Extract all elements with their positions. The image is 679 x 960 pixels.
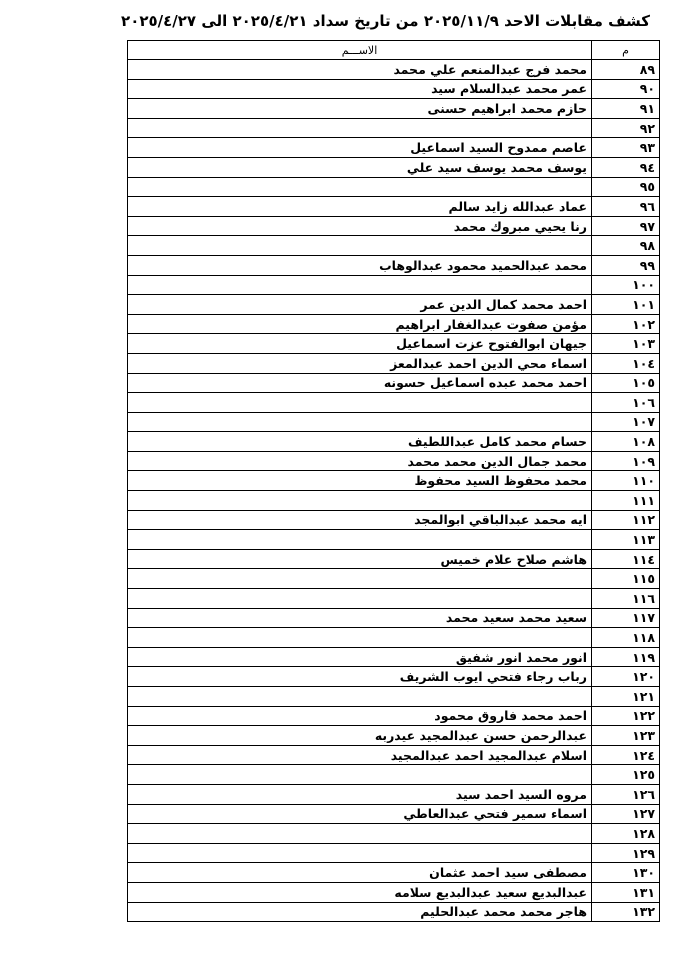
row-name-cell: اسلام عبدالمجيد احمد عبدالمجيد [128, 745, 592, 765]
table-row [128, 510, 660, 530]
row-number-cell: ١٠٢ [592, 314, 660, 334]
row-name-cell [128, 491, 592, 511]
row-name-cell: مصطفى سيد احمد عثمان [128, 863, 592, 883]
row-name-cell [128, 569, 592, 589]
row-name-cell [128, 177, 592, 197]
table-row [128, 549, 660, 569]
row-number-cell: ٩٠ [592, 79, 660, 99]
row-number-cell: ١٠٠ [592, 275, 660, 295]
row-number-cell: ١٣١ [592, 882, 660, 902]
row-number-cell: ١٠١ [592, 295, 660, 315]
row-number-cell: ١٢٠ [592, 667, 660, 687]
table-row [128, 784, 660, 804]
row-number-cell: ١٠٧ [592, 412, 660, 432]
row-name-cell: محمد فرج عبدالمنعم علي محمد [128, 60, 592, 80]
row-name-cell: هاشم صلاح علام خميس [128, 549, 592, 569]
table-row [128, 334, 660, 354]
row-number-cell: ١١٦ [592, 589, 660, 609]
table-row [128, 295, 660, 315]
row-number-cell: ١٠٥ [592, 373, 660, 393]
row-name-cell: مؤمن صفوت عبدالغفار ابراهيم [128, 314, 592, 334]
row-number-cell: ٩٩ [592, 255, 660, 275]
row-number-cell: ١٢٣ [592, 726, 660, 746]
table-header-row [128, 41, 660, 60]
page-title: كشف مقابلات الاحد ٢٠٢٥/١١/٩ من تاريخ سداد ٢٠٢٥/٤/٢١ الى ٢٠٢٥/٤/٢٧ [121, 12, 650, 30]
row-name-cell: عاصم ممدوح السيد اسماعيل [128, 138, 592, 158]
table-row [128, 432, 660, 452]
row-name-cell: يوسف محمد يوسف سيد علي [128, 157, 592, 177]
row-number-cell: ٩١ [592, 99, 660, 119]
row-name-cell [128, 412, 592, 432]
row-name-cell: هاجر محمد محمد عبدالحليم [128, 902, 592, 922]
table-row [128, 353, 660, 373]
row-name-cell [128, 393, 592, 413]
row-number-cell: ١٠٤ [592, 353, 660, 373]
table-row [128, 275, 660, 295]
row-name-cell [128, 824, 592, 844]
table-row [128, 647, 660, 667]
row-name-cell [128, 530, 592, 550]
row-number-cell: ٩٧ [592, 216, 660, 236]
table-row [128, 667, 660, 687]
row-name-cell [128, 687, 592, 707]
column-header-name: الاســـم [128, 41, 592, 60]
row-number-cell: ١١٧ [592, 608, 660, 628]
table-row [128, 255, 660, 275]
row-name-cell: حازم محمد ابراهيم حسنى [128, 99, 592, 119]
table-row [128, 157, 660, 177]
row-name-cell: مروه السيد احمد سيد [128, 784, 592, 804]
row-name-cell: سعيد محمد سعيد محمد [128, 608, 592, 628]
table-row [128, 118, 660, 138]
table-row [128, 863, 660, 883]
table-row [128, 412, 660, 432]
row-number-cell: ١٠٣ [592, 334, 660, 354]
row-name-cell [128, 843, 592, 863]
row-number-cell: ٩٦ [592, 197, 660, 217]
row-number-cell: ٩٥ [592, 177, 660, 197]
row-number-cell: ١٣٠ [592, 863, 660, 883]
row-name-cell: احمد محمد عبده اسماعيل حسونه [128, 373, 592, 393]
table-row [128, 373, 660, 393]
row-number-cell: ٩٨ [592, 236, 660, 256]
row-name-cell: اسماء محي الدين احمد عبدالمعز [128, 353, 592, 373]
row-number-cell: ١٢٦ [592, 784, 660, 804]
row-name-cell: محمد محفوظ السيد محفوظ [128, 471, 592, 491]
table-row [128, 236, 660, 256]
row-number-cell: ١١١ [592, 491, 660, 511]
table-row [128, 197, 660, 217]
row-name-cell: عبدالرحمن حسن عبدالمجيد عيدربه [128, 726, 592, 746]
table-row [128, 393, 660, 413]
table-row [128, 79, 660, 99]
table-row [128, 314, 660, 334]
row-number-cell: ١٢٤ [592, 745, 660, 765]
row-number-cell: ١١٨ [592, 628, 660, 648]
row-name-cell: عبدالبديع سعيد عبدالبديع سلامه [128, 882, 592, 902]
table-row [128, 60, 660, 80]
row-name-cell: محمد عبدالحميد محمود عبدالوهاب [128, 255, 592, 275]
row-number-cell: ١١٥ [592, 569, 660, 589]
table-row [128, 804, 660, 824]
table-row [128, 745, 660, 765]
row-number-cell: ١١٠ [592, 471, 660, 491]
row-name-cell: انور محمد انور شفيق [128, 647, 592, 667]
row-name-cell [128, 589, 592, 609]
table-row [128, 138, 660, 158]
row-name-cell [128, 118, 592, 138]
table-body [128, 60, 660, 922]
table-row [128, 589, 660, 609]
row-number-cell: ١١٩ [592, 647, 660, 667]
row-name-cell: عمر محمد عبدالسلام سيد [128, 79, 592, 99]
row-name-cell [128, 628, 592, 648]
table-row [128, 824, 660, 844]
row-name-cell [128, 765, 592, 785]
column-header-number: م [592, 41, 660, 60]
row-number-cell: ١٠٦ [592, 393, 660, 413]
table-row [128, 451, 660, 471]
row-number-cell: ١١٤ [592, 549, 660, 569]
row-name-cell: محمد جمال الدين محمد محمد [128, 451, 592, 471]
row-name-cell: احمد محمد فاروق محمود [128, 706, 592, 726]
table-row [128, 843, 660, 863]
row-name-cell: ايه محمد عبدالباقي ابوالمجد [128, 510, 592, 530]
row-name-cell: جيهان ابوالفتوح عزت اسماعيل [128, 334, 592, 354]
table-row [128, 882, 660, 902]
row-name-cell [128, 275, 592, 295]
row-number-cell: ١٠٩ [592, 451, 660, 471]
table-row [128, 765, 660, 785]
table-row [128, 216, 660, 236]
row-name-cell: حسام محمد كامل عبداللطيف [128, 432, 592, 452]
table-row [128, 608, 660, 628]
row-number-cell: ١٣٢ [592, 902, 660, 922]
row-name-cell: عماد عبدالله زايد سالم [128, 197, 592, 217]
table-row [128, 530, 660, 550]
row-name-cell [128, 236, 592, 256]
row-number-cell: ١٢٩ [592, 843, 660, 863]
row-name-cell: احمد محمد كمال الدين عمر [128, 295, 592, 315]
table-row [128, 902, 660, 922]
row-number-cell: ١٢٨ [592, 824, 660, 844]
row-number-cell: ١٠٨ [592, 432, 660, 452]
table-row [128, 99, 660, 119]
row-number-cell: ٩٣ [592, 138, 660, 158]
row-number-cell: ١١٣ [592, 530, 660, 550]
table-row [128, 491, 660, 511]
row-name-cell: رنا يحيي مبروك محمد [128, 216, 592, 236]
row-number-cell: ٨٩ [592, 60, 660, 80]
row-number-cell: ٩٢ [592, 118, 660, 138]
row-number-cell: ١١٢ [592, 510, 660, 530]
row-number-cell: ١٢٧ [592, 804, 660, 824]
table-row [128, 471, 660, 491]
table-row [128, 726, 660, 746]
row-number-cell: ١٢٢ [592, 706, 660, 726]
interview-table [127, 40, 660, 922]
row-number-cell: ٩٤ [592, 157, 660, 177]
row-name-cell: اسماء سمير فتحي عبدالعاطي [128, 804, 592, 824]
table-row [128, 687, 660, 707]
row-number-cell: ١٢١ [592, 687, 660, 707]
table-row [128, 628, 660, 648]
row-name-cell: رباب رجاء فتحي ايوب الشريف [128, 667, 592, 687]
table-row [128, 177, 660, 197]
table-row [128, 569, 660, 589]
row-number-cell: ١٢٥ [592, 765, 660, 785]
table-row [128, 706, 660, 726]
